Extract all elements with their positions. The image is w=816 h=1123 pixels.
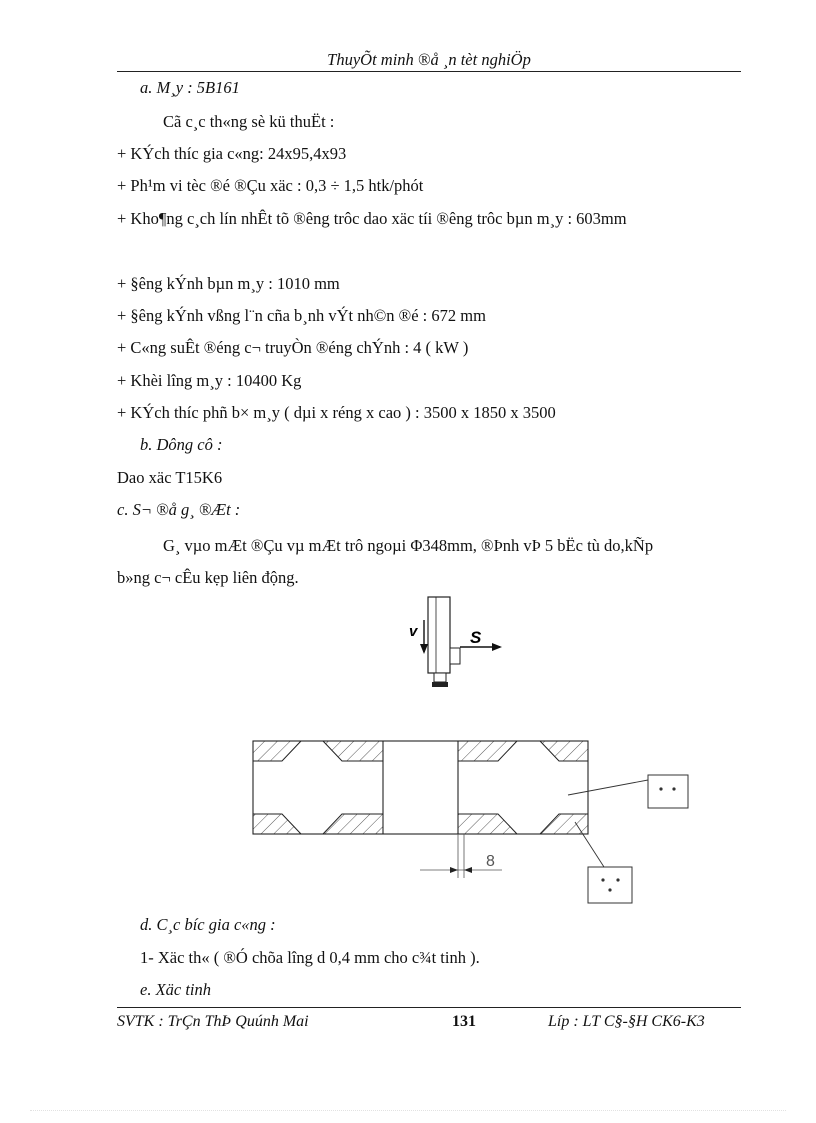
specs-intro: Cã c¸c th«ng sè kü thuËt : [163,112,335,131]
workpiece-section [253,741,588,834]
section-b: b. Dông cô : [140,435,223,454]
setup-description: b»ng c¬ cÊu kẹp liên động. [117,568,299,587]
dimension-8 [420,834,502,878]
spec-line: + Kho¶ng c¸ch lín nhÊt tõ ®êng trôc dao xäc tíi ®êng trôc bµn m¸y : 603mm [117,209,627,228]
tool-line: Dao xäc T15K6 [117,468,223,487]
spec-line: + Khèi lîng m¸y : 10400 Kg [117,371,302,390]
section-a: a. M¸y : 5B161 [140,78,240,97]
section-d: d. C¸c bíc gia c«ng : [140,915,276,934]
page-number: 131 [452,1013,476,1030]
label-v: v [409,623,418,640]
step-1: 1- Xäc th« ( ®Ó chõa lîng d 0,4 mm cho c¾t tinh ). [140,948,480,967]
feed-arrow-s [460,628,502,651]
setup-description: G¸ vµo mÆt ®Çu vµ mÆt trô ngoµi Φ348mm, ®Þnh vÞ 5 bËc tù do,kÑp [163,536,654,555]
spec-line: + §êng kÝnh vßng l¨n cña b¸nh vÝt nh©n ®é : 672 mm [117,306,486,325]
locating-symbol-2dof [568,775,688,808]
spec-line: + Ph¹m vi tèc ®é ®Çu xäc : 0,3 ÷ 1,5 htk/phót [117,176,424,195]
spec-line: + KÝch thíc gia c«ng: 24x95,4x93 [117,144,347,163]
page-header-title: ThuyÕt minh ®å ¸n tèt nghiÖp [327,50,531,69]
label-s: S [470,628,482,647]
page-bottom-edge [30,1110,786,1111]
footer-class: Líp : LT C§-§H CK6-K3 [548,1013,705,1030]
spec-line: + KÝch thíc phñ b× m¸y ( dµi x réng x cao ) : 3500 x 1850 x 3500 [117,403,556,422]
feed-arrow-v [409,620,428,654]
section-e: e. Xäc tinh [140,980,212,999]
dimension-value: 8 [486,853,495,870]
spec-line: + C«ng suÊt ®éng c¬ truyÒn ®éng chÝnh : 4 ( kW ) [117,338,469,357]
footer-rule [117,1007,741,1008]
footer-author: SVTK : TrÇn ThÞ Quúnh Mai [117,1013,309,1030]
section-c: c. S¬ ®å g¸ ®Æt : [117,500,241,519]
spec-line: + §êng kÝnh bµn m¸y : 1010 mm [117,274,340,293]
cutter-tool [428,597,460,687]
